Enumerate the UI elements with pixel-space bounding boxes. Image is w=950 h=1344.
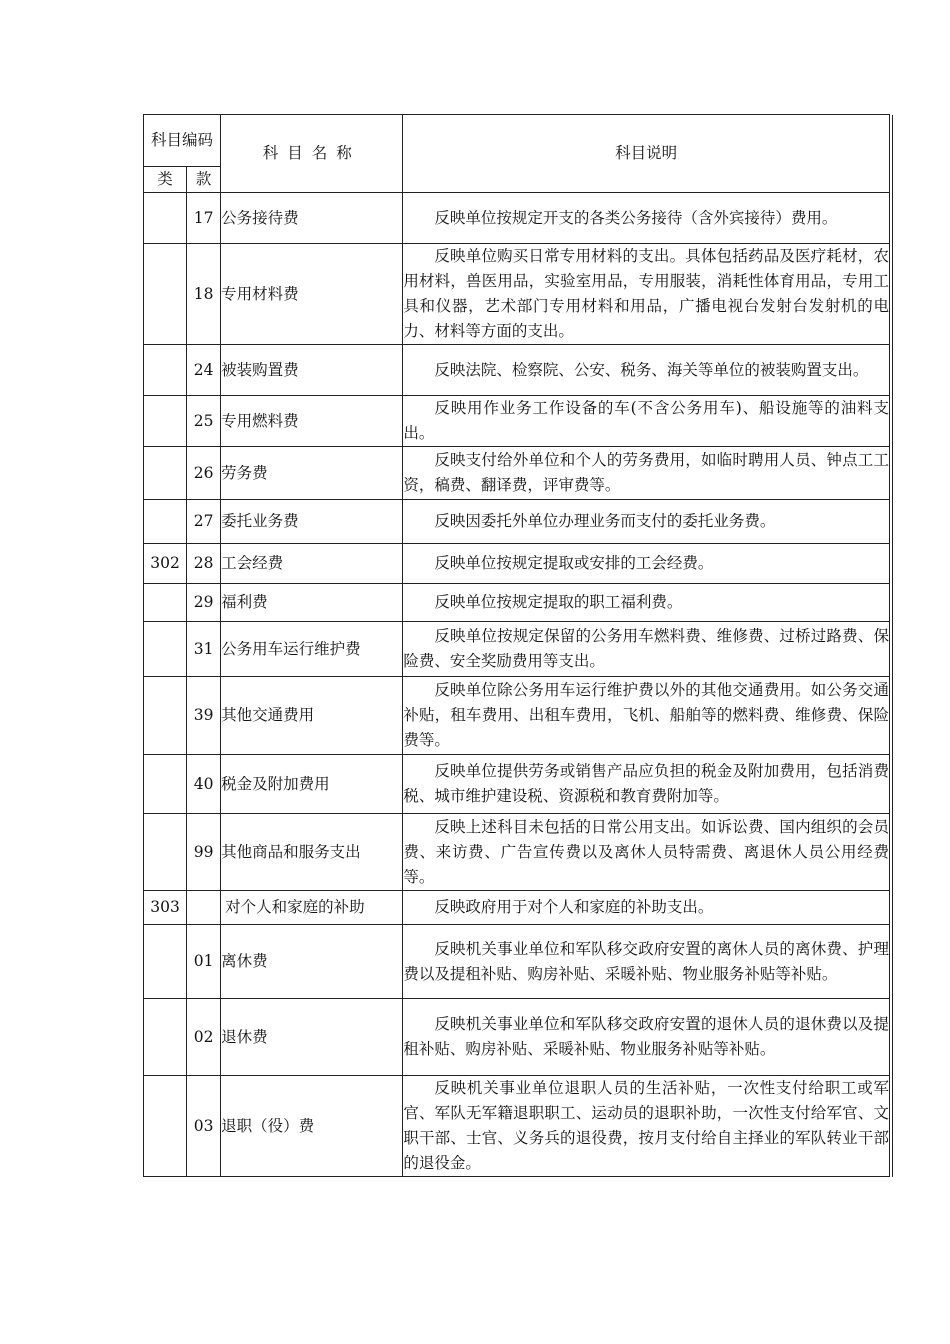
subject-description-cell: 反映用作业务工作设备的车(不含公务用车)、船设施等的油料支出。 [403,396,890,447]
subject-class-cell [144,396,187,447]
table-row [144,396,890,447]
subject-item-cell: 25 [187,396,221,447]
subject-name-cell: 离休费 [221,925,403,999]
subject-description-cell: 反映政府用于对个人和家庭的补助支出。 [403,891,890,925]
subject-class-cell: 303 [144,891,187,925]
table-row [144,755,890,814]
subject-item-cell: 28 [187,544,221,584]
subject-name-cell: 退休费 [221,999,403,1076]
subject-class-cell [144,345,187,396]
subject-name-cell: 税金及附加费用 [221,755,403,814]
table-row [144,891,890,925]
table-row [144,622,890,677]
subject-class-cell [144,1076,187,1177]
header-subject-name: 科目名称 [221,115,403,193]
subject-item-cell: 99 [187,814,221,891]
subject-description-cell: 反映上述科目未包括的日常公用支出。如诉讼费、国内组织的会员费、来访费、广告宣传费以及离休人员特需费、离退休人员公用经费等。 [403,814,890,891]
subject-class-cell [144,622,187,677]
subject-class-cell [144,755,187,814]
budget-subject-table [143,114,890,1177]
header-subject-code: 科目编码 [144,115,221,167]
subject-description-cell: 反映法院、检察院、公安、税务、海关等单位的被装购置支出。 [403,345,890,396]
subject-item-cell: 31 [187,622,221,677]
subject-name-cell: 其他交通费用 [221,677,403,755]
subject-description-cell: 反映单位按规定提取或安排的工会经费。 [403,544,890,584]
subject-name-cell: 工会经费 [221,544,403,584]
subject-item-cell: 39 [187,677,221,755]
table-row [144,999,890,1076]
table-row [144,345,890,396]
subject-class-cell [144,584,187,622]
subject-name-cell: 专用材料费 [221,244,403,345]
subject-description-cell: 反映机关事业单位退职人员的生活补贴，一次性支付给职工或军官、军队无军籍退职职工、运动员的退职补助，一次性支付给军官、文职干部、士官、义务兵的退役费，按月支付给自主择业的军队转业干部的退役金。 [403,1076,890,1177]
table-row [144,447,890,500]
header-subject-description: 科目说明 [403,115,890,193]
subject-description-cell: 反映因委托外单位办理业务而支付的委托业务费。 [403,500,890,544]
table-row [144,1076,890,1177]
subject-item-cell: 29 [187,584,221,622]
subject-item-cell: 18 [187,244,221,345]
subject-name-cell: 公务接待费 [221,193,403,244]
subject-item-cell: 01 [187,925,221,999]
subject-class-cell [144,814,187,891]
table-row [144,500,890,544]
subject-item-cell: 26 [187,447,221,500]
subject-class-cell [144,677,187,755]
subject-class-cell [144,500,187,544]
table-row [144,814,890,891]
table-row [144,544,890,584]
subject-description-cell: 反映机关事业单位和军队移交政府安置的退休人员的退休费以及提租补贴、购房补贴、采暖补贴、物业服务补贴等补贴。 [403,999,890,1076]
subject-name-cell: 委托业务费 [221,500,403,544]
subject-class-cell [144,447,187,500]
subject-item-cell: 03 [187,1076,221,1177]
subject-class-cell: 302 [144,544,187,584]
table-row [144,677,890,755]
header-lei: 类 [144,167,187,193]
table-row [144,193,890,244]
subject-item-cell: 27 [187,500,221,544]
table-row [144,244,890,345]
subject-description-cell: 反映支付给外单位和个人的劳务费用，如临时聘用人员、钟点工工资，稿费、翻译费，评审费等。 [403,447,890,500]
subject-item-cell: 24 [187,345,221,396]
subject-name-cell: 其他商品和服务支出 [221,814,403,891]
subject-description-cell: 反映单位提供劳务或销售产品应负担的税金及附加费用，包括消费税、城市维护建设税、资源税和教育费附加等。 [403,755,890,814]
subject-item-cell: 02 [187,999,221,1076]
subject-name-cell: 劳务费 [221,447,403,500]
subject-item-cell: 40 [187,755,221,814]
subject-name-cell: 专用燃料费 [221,396,403,447]
subject-description-cell: 反映单位按规定保留的公务用车燃料费、维修费、过桥过路费、保险费、安全奖励费用等支出。 [403,622,890,677]
subject-description-cell: 反映机关事业单位和军队移交政府安置的离休人员的离休费、护理费以及提租补贴、购房补贴、采暖补贴、物业服务补贴等补贴。 [403,925,890,999]
subject-name-cell: 福利费 [221,584,403,622]
subject-name-cell: 退职（役）费 [221,1076,403,1177]
subject-description-cell: 反映单位按规定开支的各类公务接待（含外宾接待）费用。 [403,193,890,244]
subject-class-cell [144,193,187,244]
subject-class-cell [144,999,187,1076]
subject-class-cell [144,244,187,345]
subject-name-cell: 公务用车运行维护费 [221,622,403,677]
subject-item-cell: 17 [187,193,221,244]
subject-item-cell [187,891,221,925]
header-kuan: 款 [187,167,221,193]
table-row [144,584,890,622]
subject-name-cell: 被装购置费 [221,345,403,396]
subject-description-cell: 反映单位除公务用车运行维护费以外的其他交通费用。如公务交通补贴，租车费用、出租车费用，飞机、船舶等的燃料费、维修费、保险费等。 [403,677,890,755]
subject-description-cell: 反映单位按规定提取的职工福利费。 [403,584,890,622]
subject-name-cell: 对个人和家庭的补助 [221,891,403,925]
subject-class-cell [144,925,187,999]
table-row [144,925,890,999]
subject-description-cell: 反映单位购买日常专用材料的支出。具体包括药品及医疗耗材，农用材料，兽医用品，实验室用品，专用服装，消耗性体育用品，专用工具和仪器，艺术部门专用材料和用品，广播电视台发射台发射机的电力、材料等方面的支出。 [403,244,890,345]
